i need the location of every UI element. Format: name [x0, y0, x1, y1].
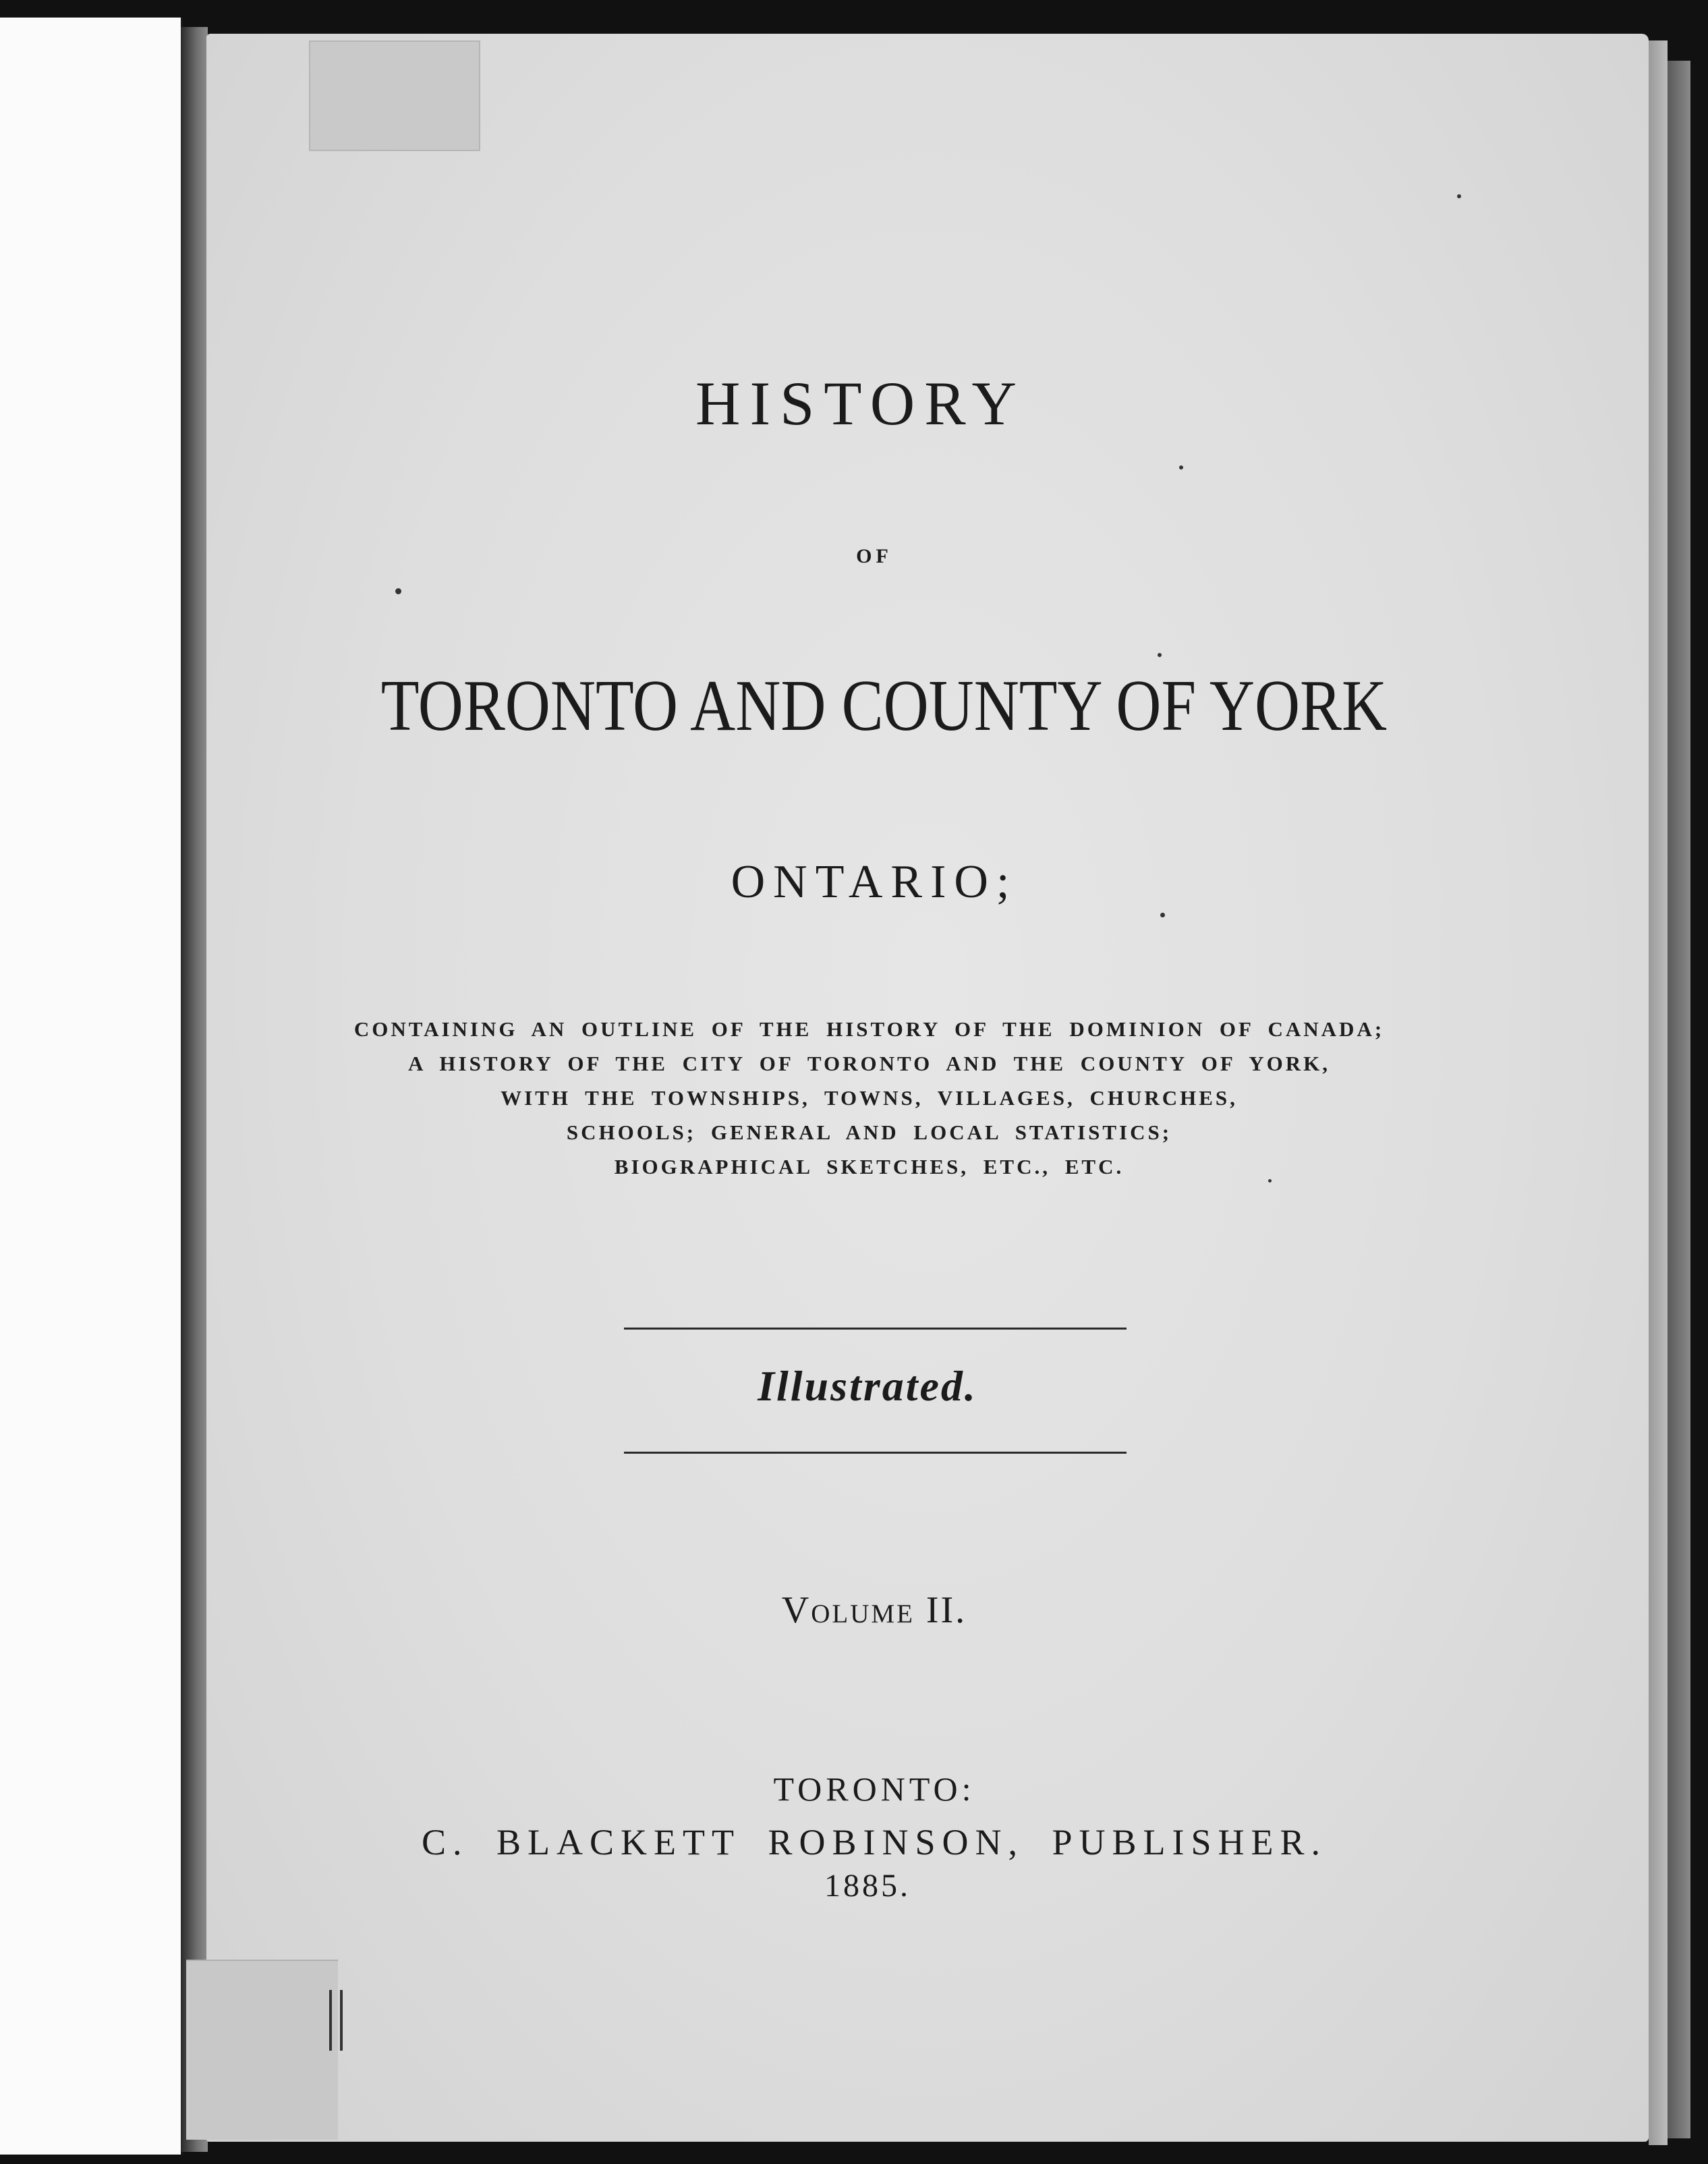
contents-line: CONTAINING AN OUTLINE OF THE HISTORY OF THE DOMINION OF CANADA; — [353, 1017, 1385, 1041]
title-heading: HISTORY — [695, 369, 1026, 438]
scan-speck — [395, 588, 401, 594]
title-of: OF — [856, 545, 892, 567]
main-title: TORONTO AND COUNTY OF YORK — [380, 666, 1388, 746]
scan-speck — [1160, 913, 1165, 917]
contents-line: BIOGRAPHICAL SKETCHES, ETC., ETC. — [614, 1155, 1125, 1178]
imprint-publisher: C. BLACKETT ROBINSON, PUBLISHER. — [421, 1822, 1328, 1862]
contents-line: WITH THE TOWNSHIPS, TOWNS, VILLAGES, CHURCHES, — [501, 1086, 1238, 1110]
subtitle: ONTARIO; — [731, 856, 1018, 908]
paper-tab-bottom — [186, 1960, 338, 2140]
scan-speck — [1179, 465, 1183, 469]
divider-rule-bottom — [624, 1452, 1127, 1454]
contents-line: SCHOOLS; GENERAL AND LOCAL STATISTICS; — [566, 1120, 1172, 1144]
imprint-city: TORONTO: — [773, 1770, 975, 1808]
illustrated-label: Illustrated. — [758, 1362, 977, 1410]
contents-line: A HISTORY OF THE CITY OF TORONTO AND THE COUNTY OF YORK, — [407, 1052, 1330, 1075]
binding-mark — [329, 1990, 343, 2051]
paper-tab-top — [309, 40, 480, 151]
contents-description — [0, 1012, 1708, 1184]
scan-speck — [1457, 194, 1461, 198]
volume-label: Volume II. — [781, 1589, 967, 1631]
divider-rule-top — [624, 1328, 1127, 1330]
scan-speck — [1158, 653, 1162, 657]
imprint-year: 1885. — [824, 1868, 911, 1904]
